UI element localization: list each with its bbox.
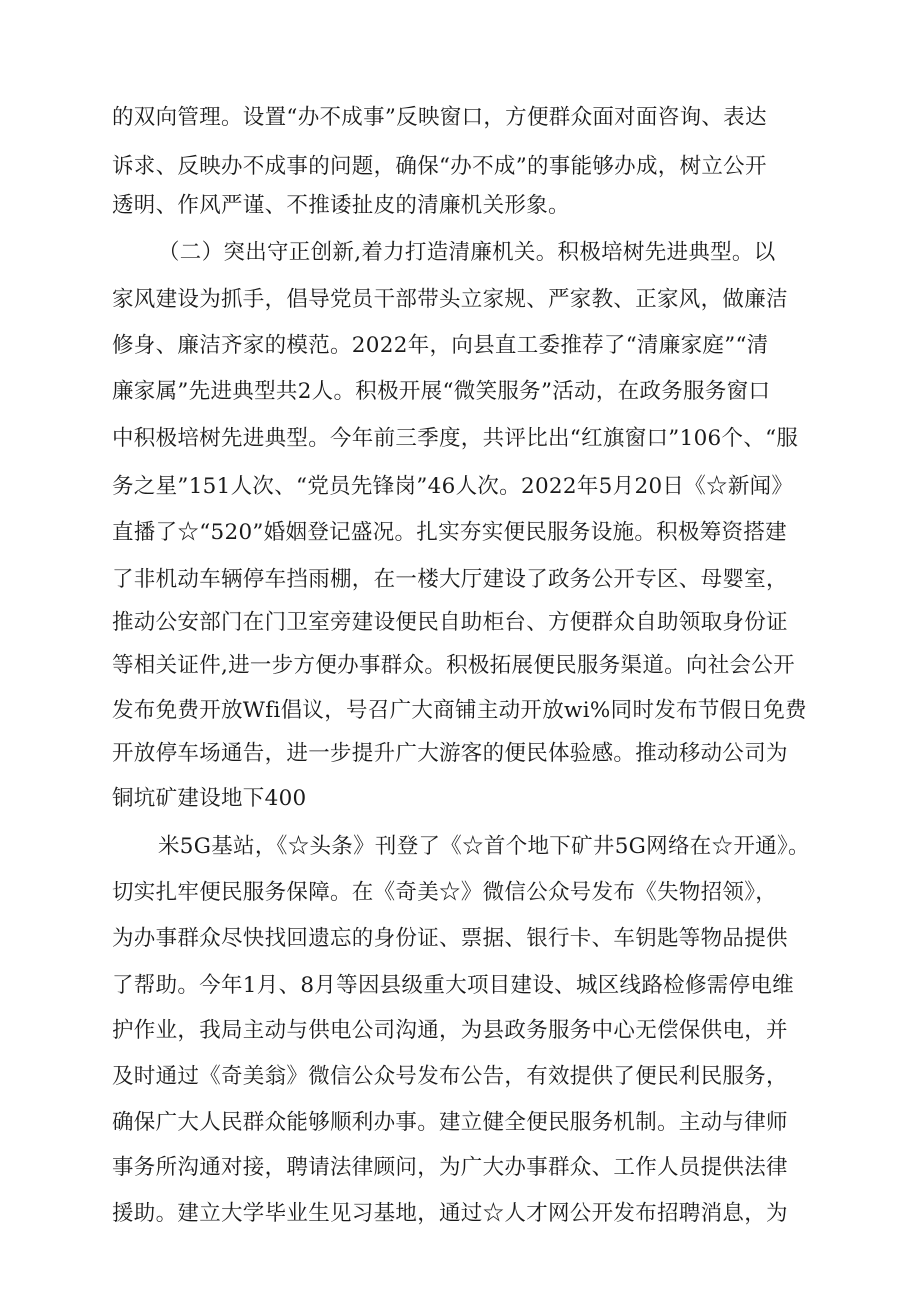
text-line: 及时通过《奇美翁》微信公众号发布公告，有效提供了便民利民服务， [112,1064,788,1089]
text-line: 透明、作风严谨、不推诿扯皮的清廉机关形象。 [112,193,570,218]
text-line: 的双向管理。设置“办不成事”反映窗口，方便群众面对面咨询、表达 [112,105,767,130]
text-line: 中积极培树先进典型。今年前三季度，共评比出“红旗窗口”106个、“服 [112,426,799,451]
text-line: 发布免费开放Wfi倡议，号召广大商铺主动开放wi%同时发布节假日免费 [112,698,807,723]
text-line: 推动公安部门在门卫室旁建设便民自助柜台、方便群众自助领取身份证 [112,610,788,635]
text-line: 直播了☆“520”婚姻登记盛况。扎实夯实便民服务设施。积极筹资搭建 [112,520,787,545]
text-line: 务之星”151人次、“党员先锋岗”46人次。2022年5月20日《☆新闻》 [112,474,794,499]
text-line: 事务所沟通对接，聘请法律顾问，为广大办事群众、工作人员提供法律 [112,1155,788,1180]
text-line: 等相关证件,进一步方便办事群众。积极拓展便民服务渠道。向社会公开 [112,653,795,678]
text-line: 家风建设为抓手，倡导党员干部带头立家规、严家教、正家风，做廉洁 [112,287,788,312]
paragraph-heading: （二）突出守正创新,着力打造清廉机关。积极培树先进典型。以 [158,240,776,265]
text-line: 切实扎牢便民服务保障。在《奇美☆》微信公众号发布《失物招领》， [112,880,778,905]
text-line: 为办事群众尽快找回遗忘的身份证、票据、银行卡、车钥匙等物品提供 [112,926,788,951]
text-line: 廉家属”先进典型共2人。积极开展“微笑服务”活动，在政务服务窗口 [112,379,771,404]
text-line: 诉求、反映办不成事的问题，确保“办不成”的事能够办成，树立公开 [112,154,767,179]
text-line: 米5G基站，《☆头条》刊登了《☆首个地下矿井5G网络在☆开通》。 [158,834,810,859]
text-line: 铜坑矿建设地下400 [112,786,307,811]
text-line: 援助。建立大学毕业生见习基地，通过☆人才网公开发布招聘消息，为 [112,1201,788,1226]
text-line: 确保广大人民群众能够顺利办事。建立健全便民服务机制。主动与律师 [112,1110,788,1135]
text-line: 护作业，我局主动与供电公司沟通，为县政务服务中心无偿保供电，并 [112,1018,788,1043]
text-line: 开放停车场通告，进一步提升广大游客的便民体验感。推动移动公司为 [112,741,788,766]
text-line: 修身、廉洁齐家的模范。2022年，向县直工委推荐了“清廉家庭”“清 [112,333,769,358]
text-line: 了帮助。今年1月、8月等因县级重大项目建设、城区线路检修需停电维 [112,973,794,998]
text-line: 了非机动车辆停车挡雨棚，在一楼大厅建设了政务公开专区、母婴室， [112,567,788,592]
